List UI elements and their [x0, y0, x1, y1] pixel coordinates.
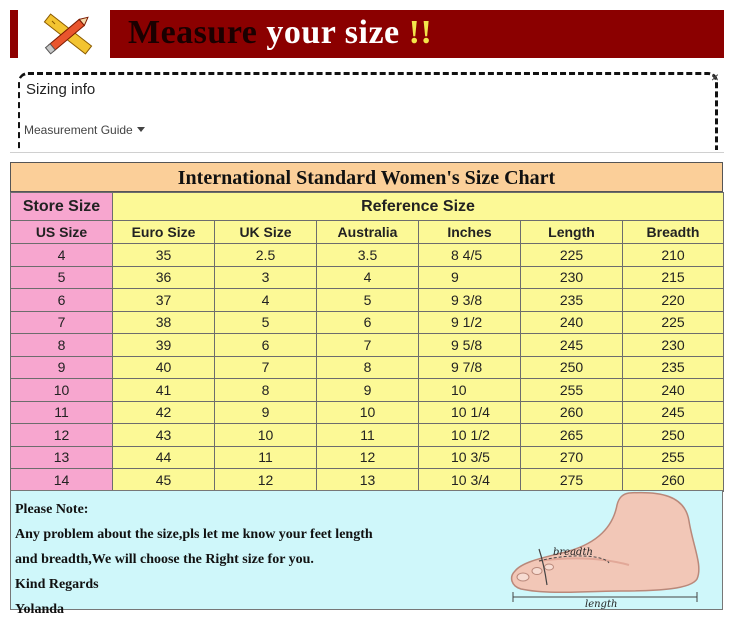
table-row: [11, 401, 724, 424]
table-row: [11, 244, 724, 267]
table-cell: 36: [113, 266, 215, 289]
table-cell: 220: [623, 289, 724, 312]
us-size-cell: 4: [11, 244, 113, 267]
note-line: and breadth,We will choose the Right size for you.: [15, 552, 314, 567]
column-header: UK Size: [215, 221, 317, 244]
table-cell: 45: [113, 469, 215, 492]
table-cell: 270: [521, 446, 623, 469]
measurement-guide-dropdown[interactable]: [24, 123, 145, 137]
banner-title-part3: !!: [408, 14, 433, 51]
note-panel: [10, 490, 723, 617]
store-size-header: Store Size: [11, 193, 113, 221]
table-cell: 255: [623, 446, 724, 469]
table-cell: 255: [521, 379, 623, 402]
table-cell: 41: [113, 379, 215, 402]
table-cell: 12: [317, 446, 419, 469]
table-cell: 44: [113, 446, 215, 469]
note-text: [15, 497, 373, 622]
table-cell: 38: [113, 311, 215, 334]
size-table: [10, 192, 724, 492]
table-cell: 210: [623, 244, 724, 267]
table-cell: 7: [317, 334, 419, 357]
size-chart: [10, 162, 723, 617]
table-cell: 37: [113, 289, 215, 312]
table-cell: 39: [113, 334, 215, 357]
us-size-cell: 10: [11, 379, 113, 402]
table-cell: 245: [623, 401, 724, 424]
table-cell: 35: [113, 244, 215, 267]
table-row: [11, 469, 724, 492]
table-row: [11, 289, 724, 312]
table-cell: 9 7/8: [419, 356, 521, 379]
breadth-label: breadth: [553, 547, 593, 558]
table-cell: 230: [623, 334, 724, 357]
table-cell: 6: [317, 311, 419, 334]
table-cell: 265: [521, 424, 623, 447]
table-cell: 230: [521, 266, 623, 289]
table-row: [11, 424, 724, 447]
table-cell: 6: [215, 334, 317, 357]
table-cell: 10 3/5: [419, 446, 521, 469]
measurement-guide-label: Measurement Guide: [24, 123, 133, 137]
banner: [10, 10, 724, 58]
table-cell: 275: [521, 469, 623, 492]
us-size-cell: 12: [11, 424, 113, 447]
us-size-cell: 7: [11, 311, 113, 334]
table-row: [11, 266, 724, 289]
divider: [10, 152, 724, 153]
size-table-body: [11, 244, 724, 492]
table-row: [11, 311, 724, 334]
table-cell: 240: [623, 379, 724, 402]
table-cell: 9 1/2: [419, 311, 521, 334]
table-header-row: [11, 193, 724, 221]
chevron-down-icon: [137, 127, 145, 132]
banner-left-bar: [10, 10, 18, 58]
table-cell: 10: [317, 401, 419, 424]
column-header: Length: [521, 221, 623, 244]
table-cell: 9: [419, 266, 521, 289]
table-cell: 225: [521, 244, 623, 267]
table-cell: 5: [317, 289, 419, 312]
table-cell: 42: [113, 401, 215, 424]
column-header: US Size: [11, 221, 113, 244]
table-cell: 13: [317, 469, 419, 492]
us-size-cell: 6: [11, 289, 113, 312]
table-cell: 10 1/4: [419, 401, 521, 424]
table-cell: 250: [521, 356, 623, 379]
table-cell: 4: [215, 289, 317, 312]
table-cell: 12: [215, 469, 317, 492]
column-header: Breadth: [623, 221, 724, 244]
table-cell: 215: [623, 266, 724, 289]
table-cell: 10 1/2: [419, 424, 521, 447]
length-label: length: [585, 599, 618, 610]
table-cell: 11: [317, 424, 419, 447]
table-cell: 250: [623, 424, 724, 447]
table-cell: 10: [419, 379, 521, 402]
us-size-cell: 8: [11, 334, 113, 357]
chart-title: International Standard Women's Size Chart: [10, 162, 723, 192]
table-cell: 5: [215, 311, 317, 334]
table-cell: 260: [623, 469, 724, 492]
table-cell: 8 4/5: [419, 244, 521, 267]
table-cell: 9 5/8: [419, 334, 521, 357]
table-cell: 9: [317, 379, 419, 402]
table-cell: 260: [521, 401, 623, 424]
note-line: Any problem about the size,pls let me know your feet length: [15, 527, 373, 542]
us-size-cell: 13: [11, 446, 113, 469]
table-cell: 8: [215, 379, 317, 402]
table-cell: 4: [317, 266, 419, 289]
banner-main: [110, 10, 724, 58]
banner-title-part2: your size: [266, 14, 400, 51]
table-cell: 2.5: [215, 244, 317, 267]
us-size-cell: 9: [11, 356, 113, 379]
table-cell: 8: [317, 356, 419, 379]
banner-title-part1: Measure: [128, 14, 258, 51]
table-row: [11, 446, 724, 469]
us-size-cell: 5: [11, 266, 113, 289]
table-cell: 9: [215, 401, 317, 424]
column-header: Euro Size: [113, 221, 215, 244]
foot-measurement-illustration: [509, 491, 719, 609]
table-cell: 225: [623, 311, 724, 334]
banner-title: [128, 14, 432, 52]
table-cell: 40: [113, 356, 215, 379]
note-line: Please Note:: [15, 502, 89, 517]
sizing-info-panel: [18, 69, 719, 150]
reference-size-header: Reference Size: [113, 193, 724, 221]
table-cell: 245: [521, 334, 623, 357]
table-cell: 10 3/4: [419, 469, 521, 492]
note-line: Yolanda: [15, 602, 65, 617]
table-cell: 43: [113, 424, 215, 447]
table-cell: 11: [215, 446, 317, 469]
table-cell: 3.5: [317, 244, 419, 267]
column-header: Inches: [419, 221, 521, 244]
table-cell: 9 3/8: [419, 289, 521, 312]
column-header: Australia: [317, 221, 419, 244]
close-icon[interactable]: ×: [710, 69, 719, 85]
us-size-cell: 11: [11, 401, 113, 424]
column-header-row: [11, 221, 724, 244]
table-cell: 7: [215, 356, 317, 379]
us-size-cell: 14: [11, 469, 113, 492]
table-row: [11, 356, 724, 379]
table-row: [11, 334, 724, 357]
table-cell: 3: [215, 266, 317, 289]
pencil-ruler-icon: [30, 10, 108, 58]
note-line: Kind Regards: [15, 577, 99, 592]
table-row: [11, 379, 724, 402]
table-cell: 240: [521, 311, 623, 334]
table-cell: 235: [623, 356, 724, 379]
table-cell: 235: [521, 289, 623, 312]
sizing-info-heading: Sizing info: [26, 81, 96, 98]
table-cell: 10: [215, 424, 317, 447]
